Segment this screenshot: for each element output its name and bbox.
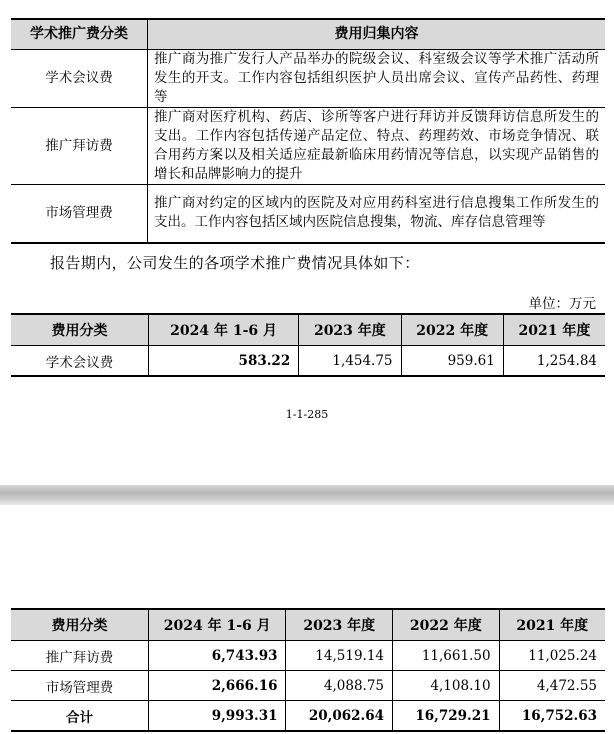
content-cell: 推广商为推广发行人产品举办的院级会议、科室级会议等学术推广活动所发生的开支。工作内容包括组织医护人员出席会议、宣传产品药性、药理等	[148, 50, 606, 108]
expense-table	[11, 313, 605, 377]
column-header: 2024 年 1-6 月	[149, 609, 286, 641]
content-cell: 推广商对医疗机构、药店、诊所等客户进行拜访并反馈拜访信息所发生的支出。工作内容包括传递产品定位、特点、药理药效、市场竞争情况、联合用药方案以及相关适应症最新临床用药情况等信息，以实现产品销售的增长和品牌影响力的提升	[148, 108, 606, 185]
body-paragraph: 报告期内，公司发生的各项学术推广费情况具体如下：	[50, 254, 420, 272]
unit-label: 单位：万元	[528, 296, 596, 312]
column-header: 2024 年 1-6 月	[149, 314, 299, 346]
value-cell: 14,519.14	[286, 641, 393, 671]
value-cell: 1,454.75	[299, 346, 401, 377]
expense-name-cell: 推广拜访费	[11, 641, 149, 671]
table-row	[11, 346, 605, 377]
category-cell: 推广拜访费	[11, 108, 148, 185]
value-cell: 2,666.16	[149, 671, 286, 701]
column-header: 2021 年度	[499, 609, 605, 641]
total-row	[11, 701, 605, 732]
value-cell: 11,661.50	[393, 641, 500, 671]
column-header: 费用分类	[11, 609, 149, 641]
column-header: 2022 年度	[401, 314, 503, 346]
expense-name-cell: 市场管理费	[11, 671, 149, 701]
page-number: 1-1-285	[285, 408, 329, 421]
category-cell: 学术会议费	[11, 50, 148, 108]
value-cell: 959.61	[401, 346, 503, 377]
column-header: 2023 年度	[299, 314, 401, 346]
category-header: 学术推广费分类	[11, 19, 148, 50]
content-cell: 推广商对约定的区域内的医院及对应用药科室进行信息搜集工作所发生的支出。工作内容包括区域内医院信息搜集，物流、库存信息管理等	[148, 185, 606, 243]
table-row	[11, 50, 605, 108]
total-label-cell: 合计	[11, 701, 149, 732]
total-value-cell: 16,729.21	[393, 701, 500, 732]
page-separator	[0, 485, 614, 505]
total-value-cell: 9,993.31	[149, 701, 286, 732]
document-page-bottom	[0, 505, 614, 734]
table-row	[11, 185, 605, 243]
value-cell: 11,025.24	[499, 641, 605, 671]
value-cell: 583.22	[149, 346, 299, 377]
category-table	[11, 18, 605, 244]
total-value-cell: 16,752.63	[499, 701, 605, 732]
value-cell: 6,743.93	[149, 641, 286, 671]
category-cell: 市场管理费	[11, 185, 148, 243]
category-table-header	[11, 19, 605, 50]
content-header: 费用归集内容	[148, 19, 606, 50]
column-header: 2023 年度	[286, 609, 393, 641]
value-cell: 1,254.84	[503, 346, 605, 377]
total-value-cell: 20,062.64	[286, 701, 393, 732]
expense-name-cell: 学术会议费	[11, 346, 149, 377]
table-row	[11, 108, 605, 185]
column-header: 2022 年度	[393, 609, 500, 641]
value-cell: 4,088.75	[286, 671, 393, 701]
table-row	[11, 671, 605, 701]
expense-table-header	[11, 609, 605, 641]
value-cell: 4,472.55	[499, 671, 605, 701]
expense-table-continued	[11, 608, 605, 732]
expense-table-header	[11, 314, 605, 346]
table-row	[11, 641, 605, 671]
value-cell: 4,108.10	[393, 671, 500, 701]
column-header: 2021 年度	[503, 314, 605, 346]
column-header: 费用分类	[11, 314, 149, 346]
